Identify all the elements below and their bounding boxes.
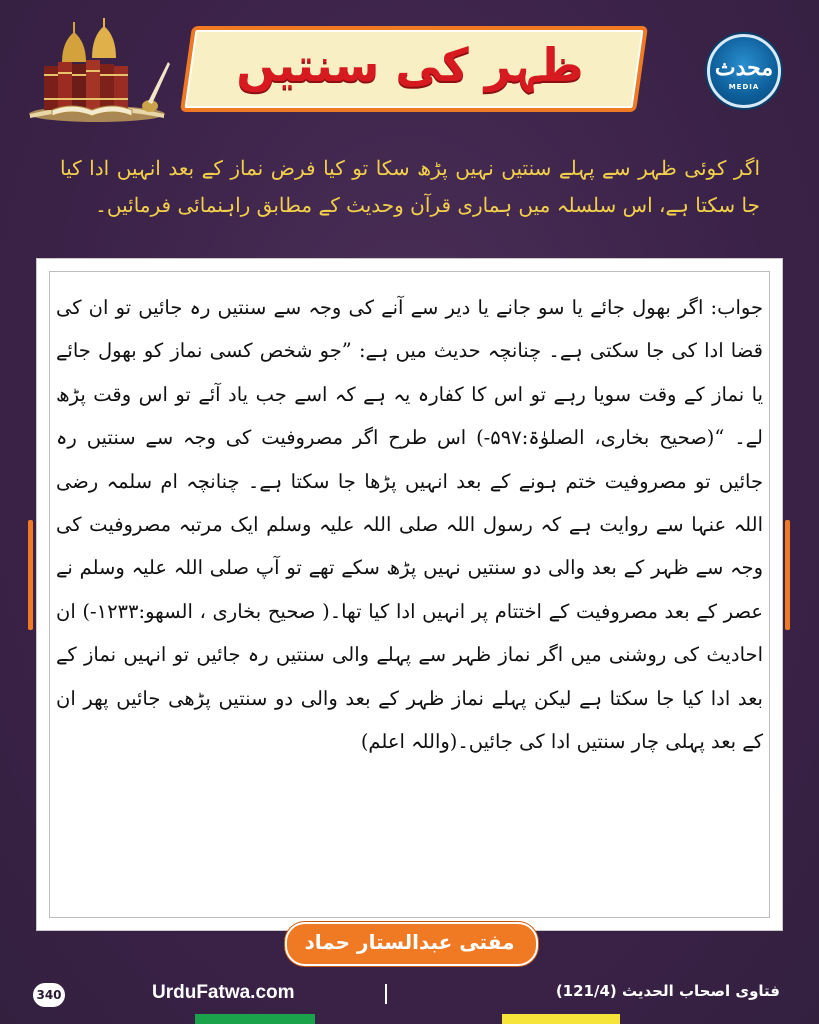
- green-strip: [195, 1014, 315, 1024]
- footer-divider: [385, 984, 387, 1004]
- side-accent-right: [785, 520, 790, 630]
- website-link[interactable]: UrduFatwa.com: [152, 982, 295, 1003]
- side-accent-left: [28, 520, 33, 630]
- question-text: اگر کوئی ظہر سے پہلے سنتیں نہیں پڑھ سکا تو کیا فرض نماز کے بعد انہیں ادا کیا جا سکتا ہے، اس سلسلہ میں ہماری قرآن وحدیث کے مطابق راہنمائی فرمائیں۔: [60, 156, 760, 217]
- media-logo-text: محدث: [714, 55, 774, 81]
- media-logo: [707, 34, 781, 108]
- author-name: مفتی عبدالستار حماد: [304, 930, 515, 954]
- answer-text: جواب: اگر بھول جائے یا سو جانے یا دیر سے آنے کی وجہ سے سنتیں رہ جائیں تو ان کی قضا ادا کی جا سکتی ہے۔ چنانچہ حدیث میں ہے: ”جو شخص کسی نماز کو بھول جائے یا نماز کے وقت سویا رہے تو اس کا کفارہ یہ ہے کہ اسے جب یاد آئے تو اس وقت پڑھ لے۔ “(صحیح بخاری، الصلوٰۃ:۵۹۷-) اس طرح اگر مصروفیت کی وجہ سے سنتیں رہ جائیں تو مصروفیت ختم ہونے کے بعد انہیں پڑھا جا سکتا ہے۔ چنانچہ ام سلمہ رضی اللہ عنہا سے روایت ہے کہ رسول اللہ صلی اللہ علیہ وسلم ایک مرتبہ مصروفیت کی وجہ سے ظہر کے بعد والی دو سنتیں نہیں پڑھ سکے تھے تو آپ صلی اللہ علیہ وسلم نے عصر کے بعد مصروفیت کے اختتام پر انہیں ادا کیا تھا۔( صحیح بخاری ، السھو:۱۲۳۳-) ان احادیث کی روشنی میں اگر نماز ظہر سے پہلے والی سنتیں رہ جائیں تو انہیں نماز کے بعد ادا کیا جا سکتا ہے لیکن پہلے نماز ظہر کے بعد والی دو سنتیں پڑھی جائیں پھر ان کے بعد پہلی چار سنتیں ادا کی جائیں۔(واللہ اعلم): [56, 296, 764, 754]
- book-reference: فتاوی اصحاب الحدیث (121/4): [555, 982, 780, 1000]
- page-number: 340: [33, 983, 65, 1007]
- page-title: ظہر کی سنتیں: [236, 38, 584, 92]
- yellow-strip: [502, 1014, 620, 1024]
- books-logo-icon: [22, 18, 172, 126]
- media-logo-caption: MEDIA: [728, 83, 760, 91]
